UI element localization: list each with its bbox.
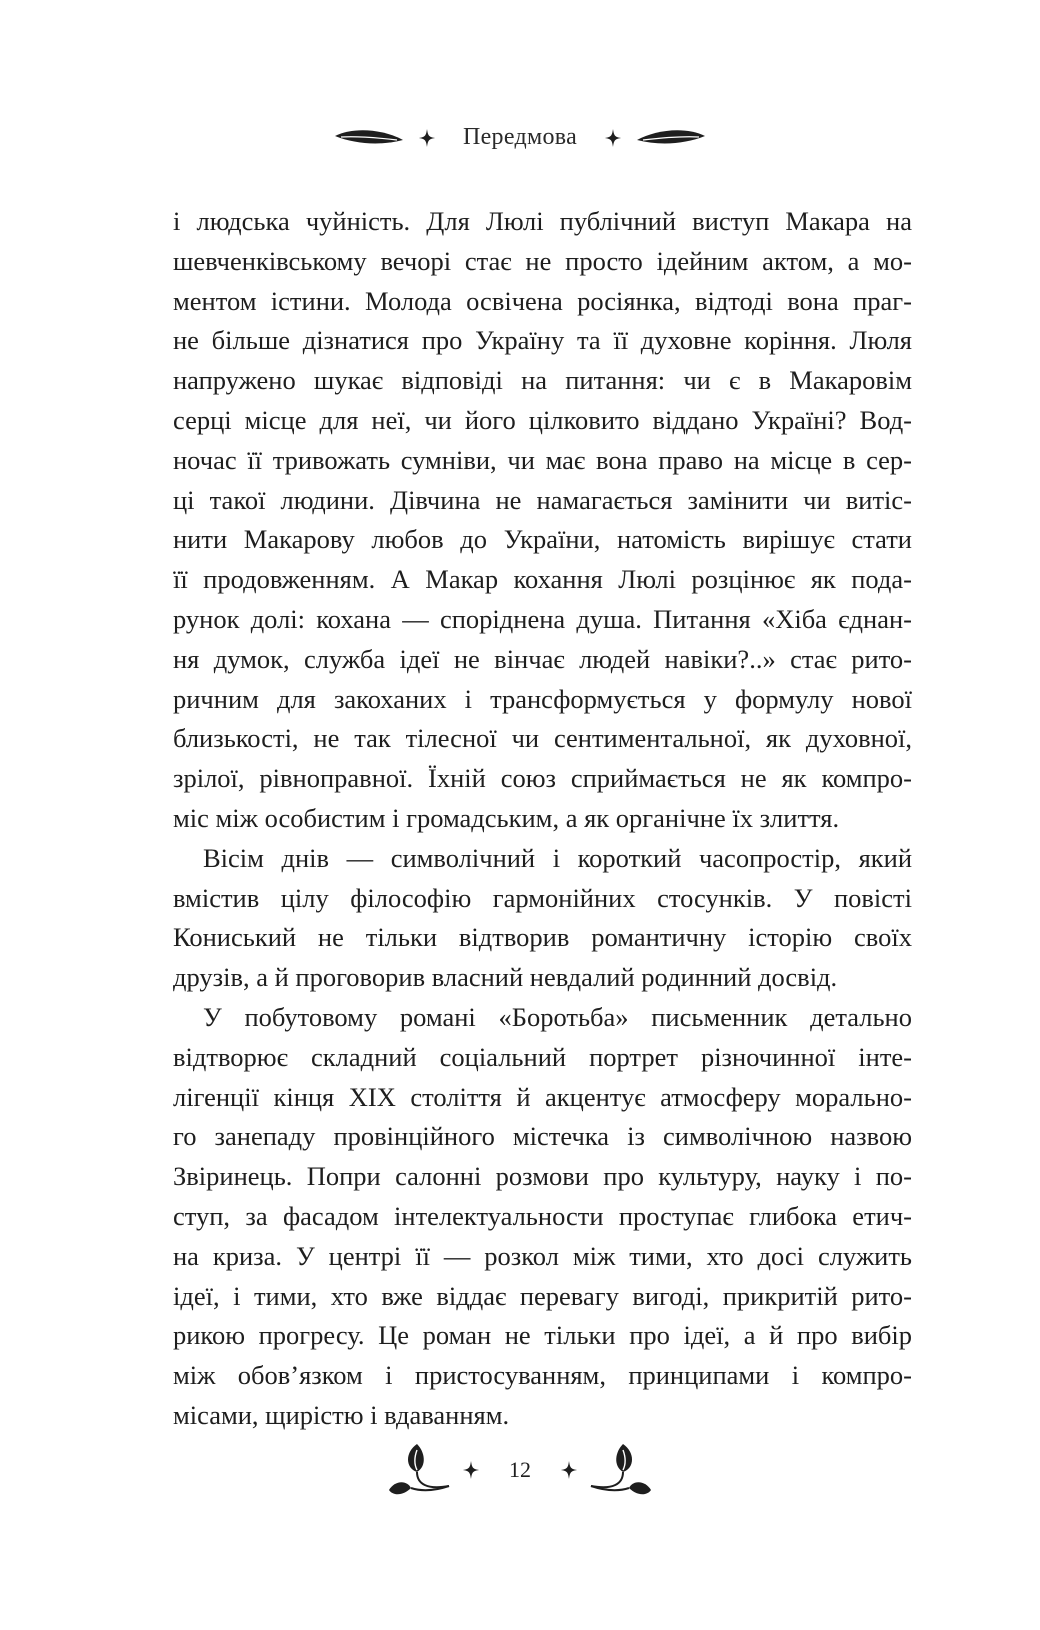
sprout-ornament-right-icon (589, 1442, 653, 1498)
text-line: і людська чуйність. Для Люлі публічний виступ Макара на (173, 206, 912, 236)
text-line: Звіринець. Попри салонні розмови про культуру, науку і по- (173, 1161, 912, 1192)
paragraph (173, 839, 912, 998)
body-text (173, 202, 912, 1436)
text-line: го занепаду провінційного містечка із символічною назвою (173, 1121, 912, 1152)
text-line: на криза. У центрі її — розкол між тими, хто досі служить (173, 1240, 912, 1271)
text-line: ці такої людини. Дівчина не намагається замінити чи витіс- (173, 484, 912, 515)
text-line: серці місце для неї, чи його цілковито віддано Україні? Вод- (173, 404, 912, 435)
running-header (0, 124, 1040, 151)
paragraph (173, 202, 912, 839)
text-line: ричним для закоханих і трансформується у формулу нової (173, 683, 912, 714)
text-line: рунок долі: кохана — споріднена душа. Питання «Хіба єднан- (173, 603, 912, 634)
text-line: між обов’язком і пристосуванням, принципами і компро- (173, 1360, 912, 1391)
text-line: У побутовому романі «Боротьба» письменник детально (203, 1001, 912, 1032)
section-title: Передмова (462, 124, 578, 150)
text-line: зрілої, рівноправної. Їхній союз сприймається не як компро- (173, 763, 912, 794)
text-line: не більше дізнатися про Україну та її духовне коріння. Люля (173, 325, 912, 356)
star-ornament-icon (463, 1461, 479, 1479)
text-line: ня думок, служба ідеї не вінчає людей навіки?..» стає рито- (173, 643, 912, 674)
text-line: шевченківському вечорі стає не просто ідейним актом, а мо- (173, 245, 912, 276)
sprout-ornament-left-icon (387, 1442, 451, 1498)
star-ornament-icon (419, 129, 435, 147)
paragraph (173, 998, 912, 1436)
text-line: Вісім днів — символічний і короткий часопростір, який (203, 842, 912, 873)
text-line: нити Макарову любов до України, натомість вирішує стати (173, 524, 912, 555)
text-line: рикою прогресу. Це роман не тільки про ідеї, а й про вибір (173, 1320, 912, 1351)
page-number: 12 (509, 1457, 531, 1482)
text-line: ночас її тривожать сумніви, чи має вона право на місце в сер- (173, 444, 912, 475)
page-footer (0, 1442, 1040, 1498)
star-ornament-icon (561, 1461, 577, 1479)
text-line: друзів, а й проговорив власний невдалий родинний досвід. (173, 962, 838, 993)
star-ornament-icon (605, 129, 621, 147)
text-line: відтворює складний соціальний портрет різночинної інте- (173, 1041, 912, 1072)
text-line: ступ, за фасадом інтелектуальности проступає глибока етич- (173, 1200, 912, 1231)
text-line: напружено шукає відповіді на питання: чи є в Макаровім (173, 365, 912, 396)
leaf-ornament-left-icon (335, 128, 405, 148)
leaf-ornament-right-icon (635, 128, 705, 148)
text-line: місами, щирістю і вдаванням. (173, 1399, 510, 1430)
text-line: лігенції кінця XIX століття й акцентує атмосферу морально- (173, 1081, 912, 1112)
text-line: її продовженням. А Макар кохання Люлі розцінює як пода- (173, 564, 912, 595)
text-line: ментом істини. Молода освічена росіянка, відтоді вона праг- (173, 285, 912, 316)
text-line: вмістив цілу філософію гармонійних стосунків. У повісті (173, 882, 912, 913)
text-line: ідеї, і тими, хто вже віддає перевагу вигоді, прикритій рито- (173, 1280, 912, 1311)
text-line: близькості, не так тілесної чи сентиментальної, як духовної, (173, 723, 912, 754)
text-line: міс між особистим і громадським, а як органічне їх злиття. (173, 802, 840, 833)
text-line: Кониський не тільки відтворив романтичну історію своїх (173, 922, 912, 953)
